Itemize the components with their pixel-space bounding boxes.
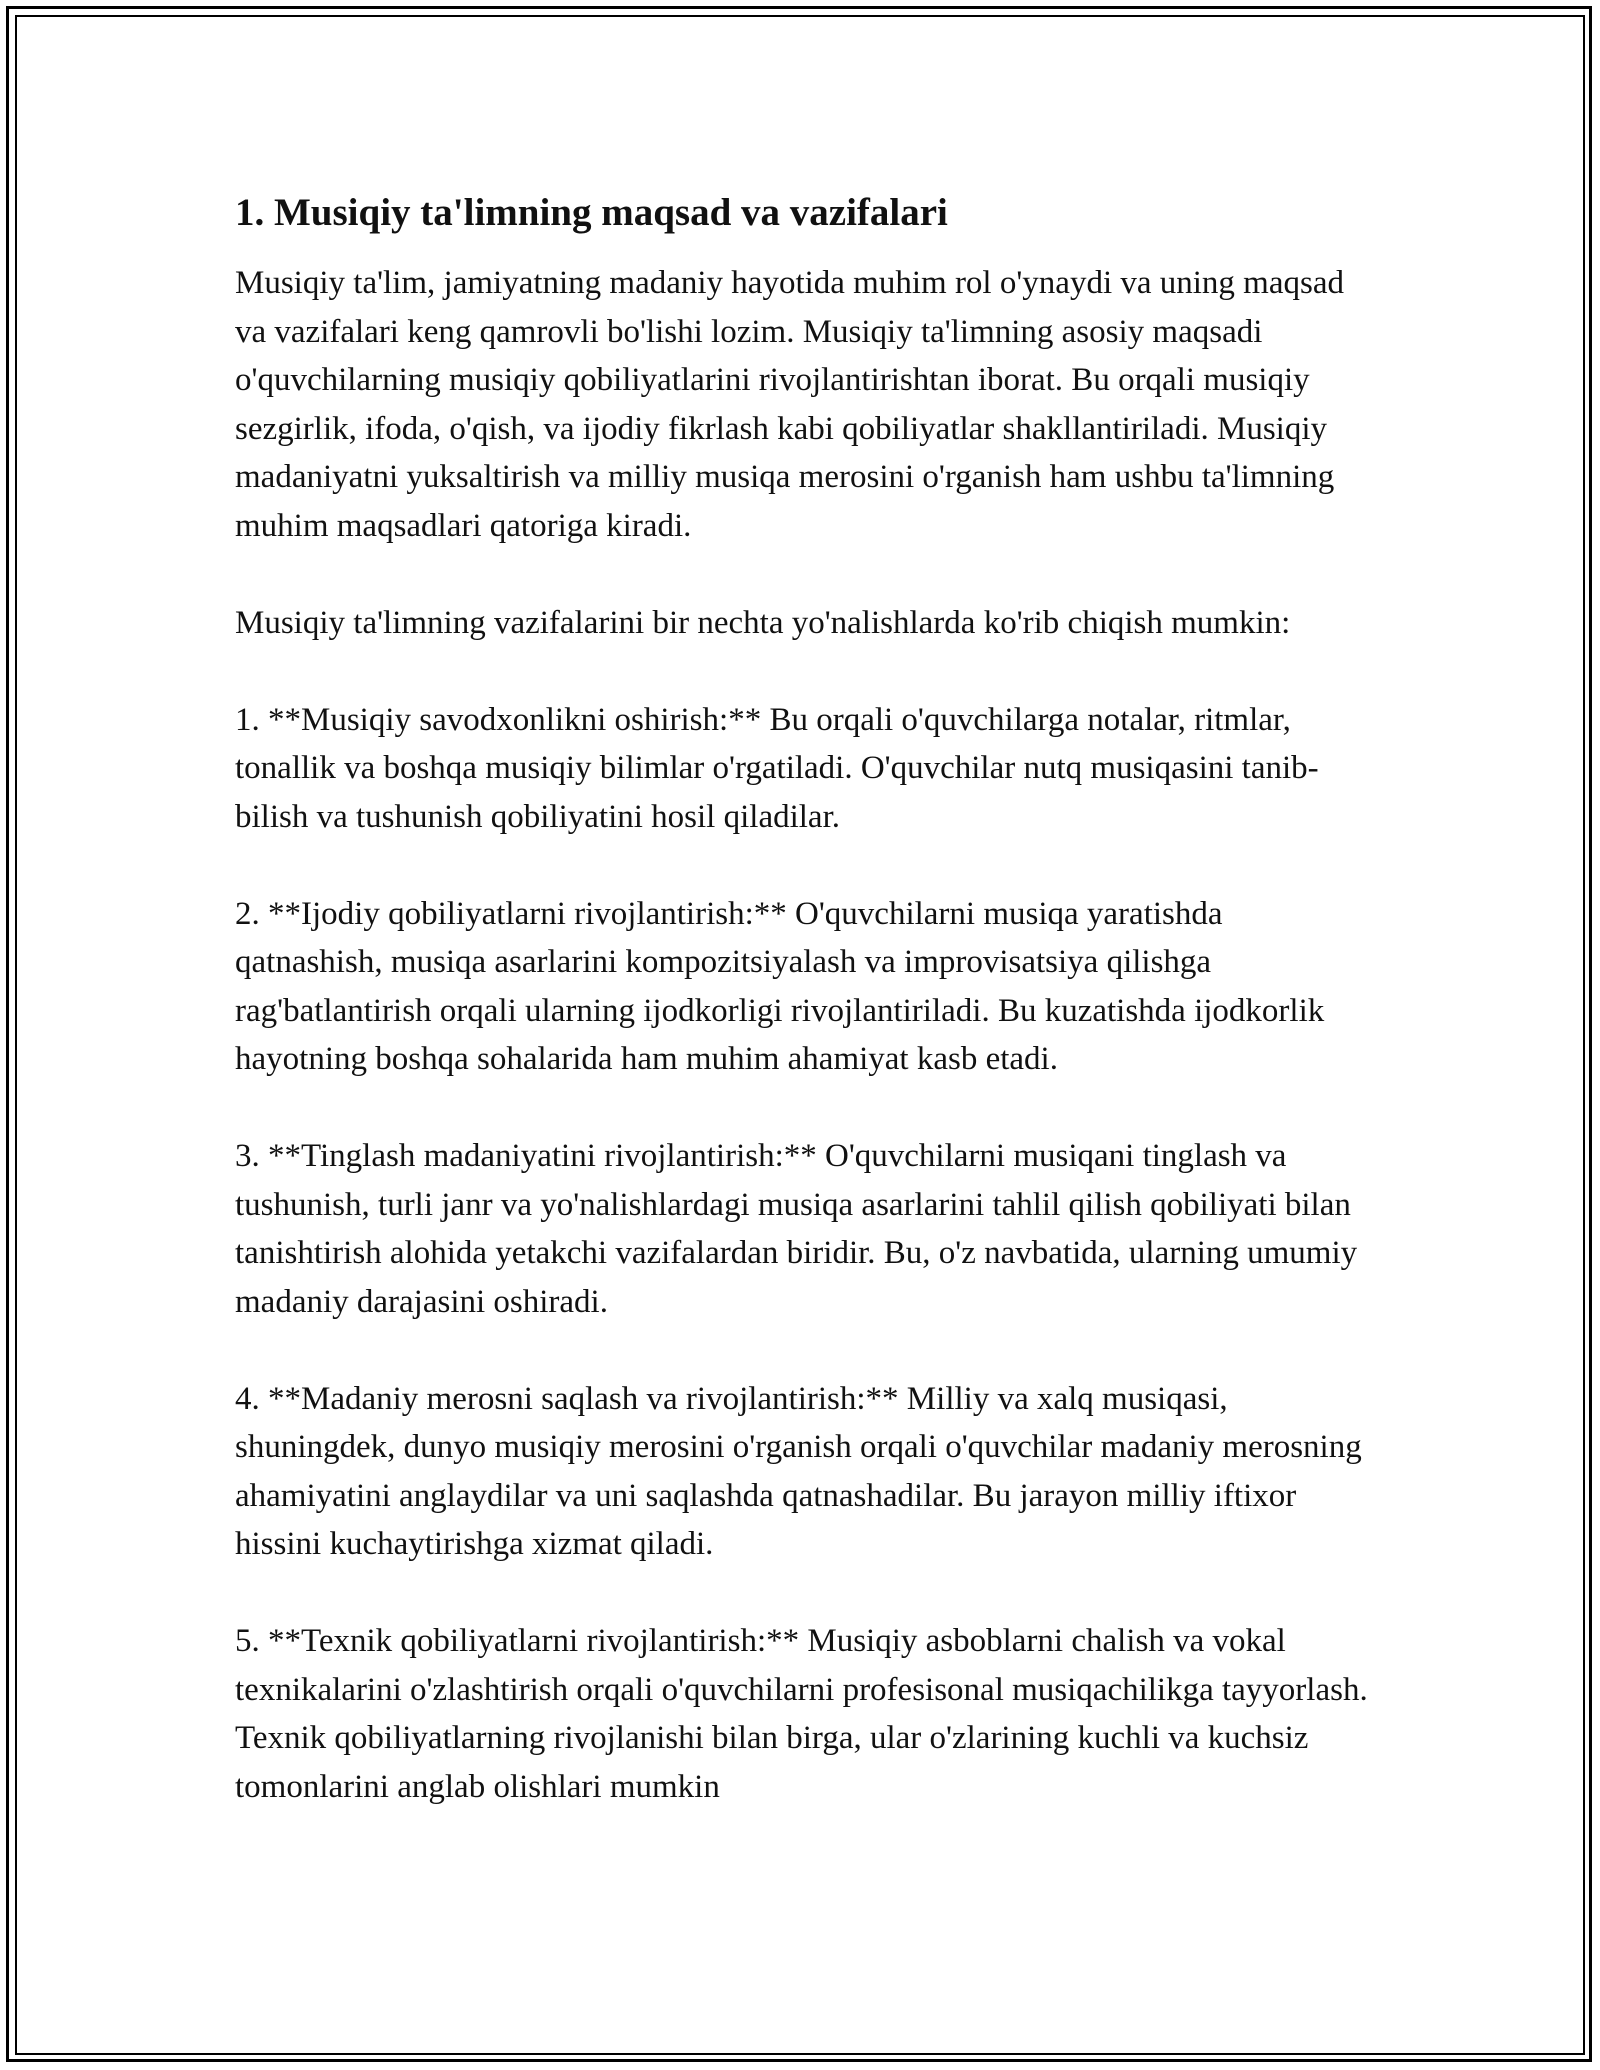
list-item-2: 2. **Ijodiy qobiliyatlarni rivojlantirish:** O'quvchilarni musiqa yaratishda qatnashish, musiqa asarlarini kompozitsiyalash va improvisatsiya qilishga rag'batlantirish orqali ularning ijodkorligi rivojlantiriladi. Bu kuzatishda ijodkorlik hayotning boshqa sohalarida ham muhim ahamiyat kasb etadi.	[235, 895, 1325, 1077]
list-item-4: 4. **Madaniy merosni saqlash va rivojlantirish:** Milliy va xalq musiqasi, shuningdek, dunyo musiqiy merosini o'rganish orqali o'quvchilar madaniy merosning ahamiyatini anglaydilar va uni saqlashda qatnashadilar. Bu jarayon milliy iftixor hissini kuchaytirishga xizmat qiladi.	[235, 1380, 1362, 1562]
section-title: 1. Musiqiy ta'limning maqsad va vazifalari	[235, 191, 948, 234]
paragraph-tasks-lead: Musiqiy ta'limning vazifalarini bir nechta yo'nalishlarda ko'rib chiqish mumkin:	[235, 604, 1291, 641]
paragraph-intro: Musiqiy ta'lim, jamiyatning madaniy hayotida muhim rol o'ynaydi va uning maqsad va vazifalari keng qamrovli bo'lishi lozim. Musiqiy ta'limning asosiy maqsadi o'quvchilarning musiqiy qobiliyatlarini rivojlantirishtan iborat. Bu orqali musiqiy sezgirlik, ifoda, o'qish, va ijodiy fikrlash kabi qobiliyatlar shakllantiriladi. Musiqiy madaniyatni yuksaltirish va milliy musiqa merosini o'rganish ham ushbu ta'limning muhim maqsadlari qatoriga kiradi.	[235, 265, 1344, 544]
document-body	[235, 185, 1375, 1860]
list-item-5: 5. **Texnik qobiliyatlarni rivojlantirish:** Musiqiy asboblarni chalish va vokal texnikalarini o'zlashtirish orqali o'quvchilarni profesisonal musiqachilikga tayyorlash. Texnik qobiliyatlarning rivojlanishi bilan birga, ular o'zlarining kuchli va kuchsiz tomonlarini anglab olishlari mumkin	[235, 1623, 1368, 1805]
list-item-1: 1. **Musiqiy savodxonlikni oshirish:** Bu orqali o'quvchilarga notalar, ritmlar, tonallik va boshqa musiqiy bilimlar o'rgatiladi. O'quvchilar nutq musiqasini tanib-bilish va tushunish qobiliyatini hosil qiladilar.	[235, 701, 1319, 835]
list-item-3: 3. **Tinglash madaniyatini rivojlantirish:** O'quvchilarni musiqani tinglash va tushunish, turli janr va yo'nalishlardagi musiqa asarlarini tahlil qilish qobiliyati bilan tanishtirish alohida yetakchi vazifalardan biridir. Bu, o'z navbatida, ularning umumiy madaniy darajasini oshiradi.	[235, 1138, 1358, 1320]
